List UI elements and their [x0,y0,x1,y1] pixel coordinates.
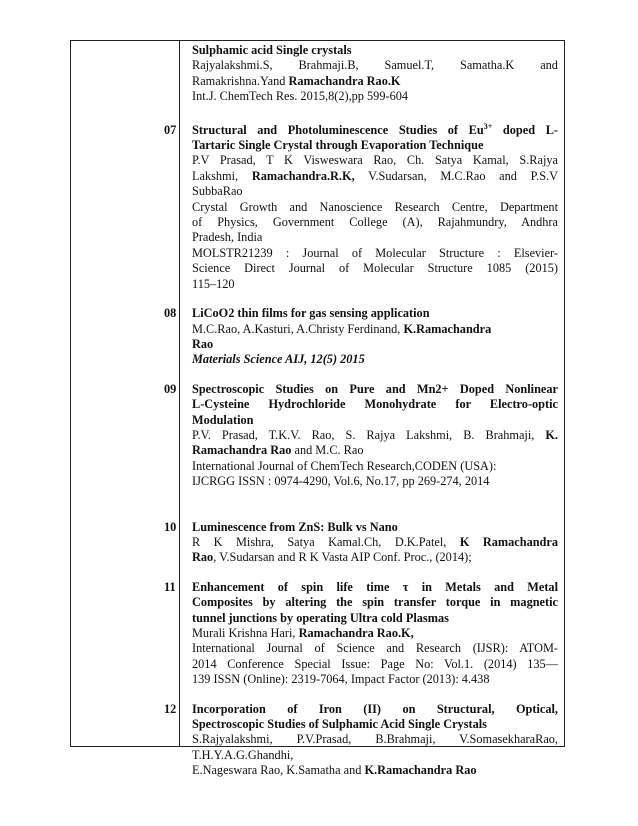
entry-authors: Rao [192,336,214,351]
entry-title: Composites by altering the spin transfer torque in magnetic [192,595,558,610]
entry-title: Luminescence from ZnS: Bulk vs Nano [192,519,398,534]
entry-journal: 2014 Conference Special Issue: Page No: Vol.1. (2014) 135— [192,656,558,671]
entry-journal: Science Direct Journal of Molecular Structure 1085 (2015) [192,261,558,276]
publication-entry-07 [164,121,558,292]
publication-entry-10 [164,519,559,566]
entry-authors: Murali Krishna Hari, Ramachandra Rao.K, [192,626,414,640]
entry-journal: International Journal of Science and Research (IJSR): ATOM- [192,641,558,656]
entry-institution: Pradesh, India [192,230,263,245]
entry-authors: Ramakrishna.Yand Ramachandra Rao.K [192,73,401,88]
entry-number: 12 [164,701,177,716]
entry-authors: Rajyalakshmi.S, Brahmaji.B, Samuel.T, Samatha.K and [192,58,558,73]
entry-authors: Ramachandra Rao and M.C. Rao [192,443,364,458]
publication-entry-09 [164,381,558,490]
entry-authors: Lakshmi, Ramachandra.R.K, V.Sudarsan, M.C.Rao and P.S.V [192,168,558,183]
entry-title: Incorporation of Iron (II) on Structural, Optical, [192,701,558,716]
entry-journal: Materials Science AIJ, 12(5) 2015 [192,352,365,367]
publication-entry-12 [164,701,558,779]
publication-table [70,40,565,778]
entry-authors: P.V. Prasad, T.K.V. Rao, S. Rajya Lakshmi, B. Brahmaji, K. [192,427,558,442]
entry-title: Tartaric Single Crystal through Evaporation Technique [192,138,484,153]
entry-institution: of Physics, Government College (A), Rajahmundry, Andhra [192,215,558,230]
entry-title: Spectroscopic Studies of Sulphamic Acid Single Crystals [192,717,487,732]
entry-authors: P.V Prasad, T K Visweswara Rao, Ch. Satya Kamal, S.Rajya [192,153,558,168]
publication-list [164,41,559,779]
entry-authors: SubbaRao [192,184,243,199]
entry-title: Sulphamic acid Single crystals [192,43,352,57]
publication-entry-11 [164,579,558,688]
entry-title: Structural and Photoluminescence Studies of $Eu^{3+}$ doped L- [192,121,558,137]
publication-entry-continued [192,41,558,105]
entry-number: 11 [164,579,176,594]
entry-number: 08 [164,306,177,321]
entry-authors: Rao, V.Sudarsan and R K Vasta AIP Conf. Proc., (2014); [192,550,472,565]
entry-title: L-Cysteine Hydrochloride Monohydrate for Electro-optic [192,397,558,412]
entry-institution: Crystal Growth and Nanoscience Research Centre, Department [192,199,558,214]
entry-title: tunnel junctions by operating Ultra cold Plasmas [192,610,449,625]
entry-title: LiCoO2 thin films for gas sensing application [192,306,430,321]
entry-number: 07 [164,122,177,137]
entry-authors: M.C.Rao, A.Kasturi, A.Christy Ferdinand, K.Ramachandra [192,321,492,336]
entry-journal: Int.J. ChemTech Res. 2015,8(2),pp 599-604 [192,89,409,104]
entry-authors: E.Nageswara Rao, K.Samatha and K.Ramachandra Rao [192,763,477,778]
entry-authors: T.H.Y.A.G.Ghandhi, [192,747,294,762]
entry-number: 10 [164,519,177,534]
entry-authors: R K Mishra, Satya Kamal.Ch, D.K.Patel, K Ramachandra [192,534,559,549]
entry-journal: IJCRGG ISSN : 0974-4290, Vol.6, No.17, pp 269-274, 2014 [192,474,490,489]
entry-journal: MOLSTR21239 : Journal of Molecular Structure : Elsevier- [192,245,558,260]
entry-title: Spectroscopic Studies on Pure and Mn2+ Doped Nonlinear [192,381,558,396]
entry-title: Modulation [192,412,254,427]
entry-number: 09 [164,381,177,396]
column-divider [179,41,180,746]
entry-title: Enhancement of spin life time τ in Metals and Metal [192,579,558,594]
publication-entry-08 [164,306,558,368]
entry-authors: S.Rajyalakshmi, P.V.Prasad, B.Brahmaji, V.SomasekharaRao, [192,732,558,747]
entry-journal: International Journal of ChemTech Research,CODEN (USA): [192,458,497,473]
entry-journal: 115–120 [192,276,235,291]
entry-journal: 139 ISSN (Online): 2319-7064, Impact Factor (2013): 4.438 [192,672,490,687]
